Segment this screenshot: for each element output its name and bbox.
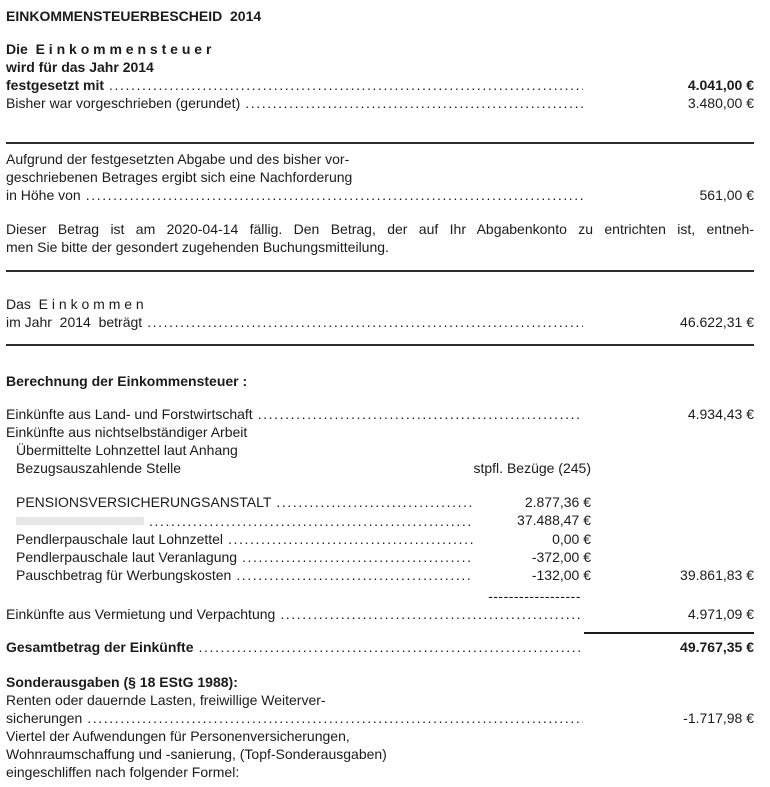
assessed-tax-amount: 4.041,00 € [687,77,754,93]
vermietung-label: Einkünfte aus Vermietung und Verpachtung [6,606,276,622]
pendlerpauschale-lohnzettel-label: Pendlerpauschale laut Lohnzettel [16,531,224,547]
assessed-tax-label: festgesetzt mit [6,77,105,93]
dot-leader [258,405,583,423]
section-divider [6,270,754,272]
dot-leader [245,94,583,112]
werbungskosten-label: Pauschbetrag für Werbungskosten [16,567,232,583]
nachforderung-label: in Höhe von [6,187,81,203]
viertel-line: Viertel der Aufwendungen für Personenversicherungen, [6,728,350,744]
previous-tax-amount: 3.480,00 € [687,95,754,111]
due-date-paragraph-line2: men Sie bitte der gesondert zugehenden Buchungsmitteilung. [6,239,389,255]
dot-leader [276,493,473,511]
subtotal-dashes: ------------------ [488,588,581,604]
nachforderung-line2: geschriebenen Betrages ergibt sich eine Nachforderung [6,169,353,185]
pendlerpauschale-veranlagung-label: Pendlerpauschale laut Veranlagung [16,549,238,565]
dot-leader [236,566,473,584]
sicherungen-amount: -1.717,98 € [683,710,754,726]
sonderausgaben-heading: Sonderausgaben (§ 18 EStG 1988): [6,674,238,690]
nachforderung-row [6,186,754,204]
nachforderung-amount: 561,00 € [699,187,754,203]
dot-leader [87,709,583,727]
bezugsauszahlende-stelle-row [6,459,754,477]
sicherungen-row [6,709,754,727]
dot-leader [280,605,583,623]
renten-line: Renten oder dauernde Lasten, freiwillige Weiterver- [6,692,326,708]
pendlerpauschale-veranlagung-row [6,548,754,566]
stpfl-bezuege-header: stpfl. Bezüge (245) [473,460,591,476]
dot-leader [199,638,584,656]
nichtselbstaendige-arbeit-total: 39.861,83 € [680,567,754,583]
lohnzettel-anhang-line: Übermittelte Lohnzettel laut Anhang [16,442,238,458]
nichtselbstaendige-arbeit-label: Einkünfte aus nichtselbständiger Arbeit [6,424,248,440]
anonymized-payer-row [6,511,754,530]
dot-leader [228,530,473,548]
einkommen-amount: 46.622,31 € [680,314,754,330]
pendlerpauschale-veranlagung-amount: -372,00 € [531,549,591,565]
previous-tax-row [6,94,754,112]
redacted-payer-name [16,517,144,525]
assessed-tax-row [6,76,754,94]
due-date-paragraph-line1: Dieser Betrag ist am 2020-04-14 fällig. Den Betrag, der auf Ihr Abgabenkonto zu entrichten ist, entneh- [6,221,754,237]
dot-leader [109,76,583,94]
einkommen-heading: Das E i n k o m m e n [6,296,144,312]
section-divider [6,142,754,144]
formel-line: eingeschliffen nach folgender Formel: [6,764,240,780]
gesamtbetrag-row [6,638,754,656]
land-forstwirtschaft-row [6,405,754,423]
section-divider [6,344,754,346]
pensionsversicherung-row [6,493,754,511]
total-sum-rule [584,632,754,634]
gesamtbetrag-label: Gesamtbetrag der Einkünfte [6,639,194,655]
vermietung-amount: 4.971,09 € [687,606,754,622]
pensionsversicherung-amount: 2.877,36 € [524,494,591,510]
doc-title: EINKOMMENSTEUERBESCHEID 2014 [6,8,262,24]
pendlerpauschale-lohnzettel-row [6,530,754,548]
pendlerpauschale-lohnzettel-amount: 0,00 € [552,531,591,547]
anonymized-payer-amount: 37.488,47 € [517,512,591,528]
vermietung-row [6,605,754,623]
berechnung-heading: Berechnung der Einkommensteuer : [6,373,248,389]
sicherungen-label: sicherungen [6,710,83,726]
wohnraum-line: Wohnraumschaffung und -sanierung, (Topf-Sonderausgaben) [6,746,387,762]
dot-leader [242,548,473,566]
einkommen-label: im Jahr 2014 beträgt [6,314,143,330]
tax-heading-line2: wird für das Jahr 2014 [6,59,154,75]
dot-leader [149,512,473,530]
gesamtbetrag-amount: 49.767,35 € [680,639,754,655]
einkommen-row [6,313,754,331]
werbungskosten-amount: -132,00 € [531,567,591,583]
tax-heading-line1: Die E i n k o m m e n s t e u e r [6,41,212,57]
dot-leader [86,186,583,204]
werbungskosten-row [6,566,754,584]
land-forstwirtschaft-label: Einkünfte aus Land- und Forstwirtschaft [6,406,253,422]
bezugsauszahlende-stelle-label: Bezugsauszahlende Stelle [16,460,182,476]
nachforderung-line1: Aufgrund der festgesetzten Abgabe und des bisher vor- [6,151,350,167]
land-forstwirtschaft-amount: 4.934,43 € [687,406,754,422]
previous-tax-label: Bisher war vorgeschrieben (gerundet) [6,95,241,111]
subtotal-dash-row [6,589,754,603]
pensionsversicherung-label: PENSIONSVERSICHERUNGSANSTALT [16,494,272,510]
dot-leader [147,313,583,331]
